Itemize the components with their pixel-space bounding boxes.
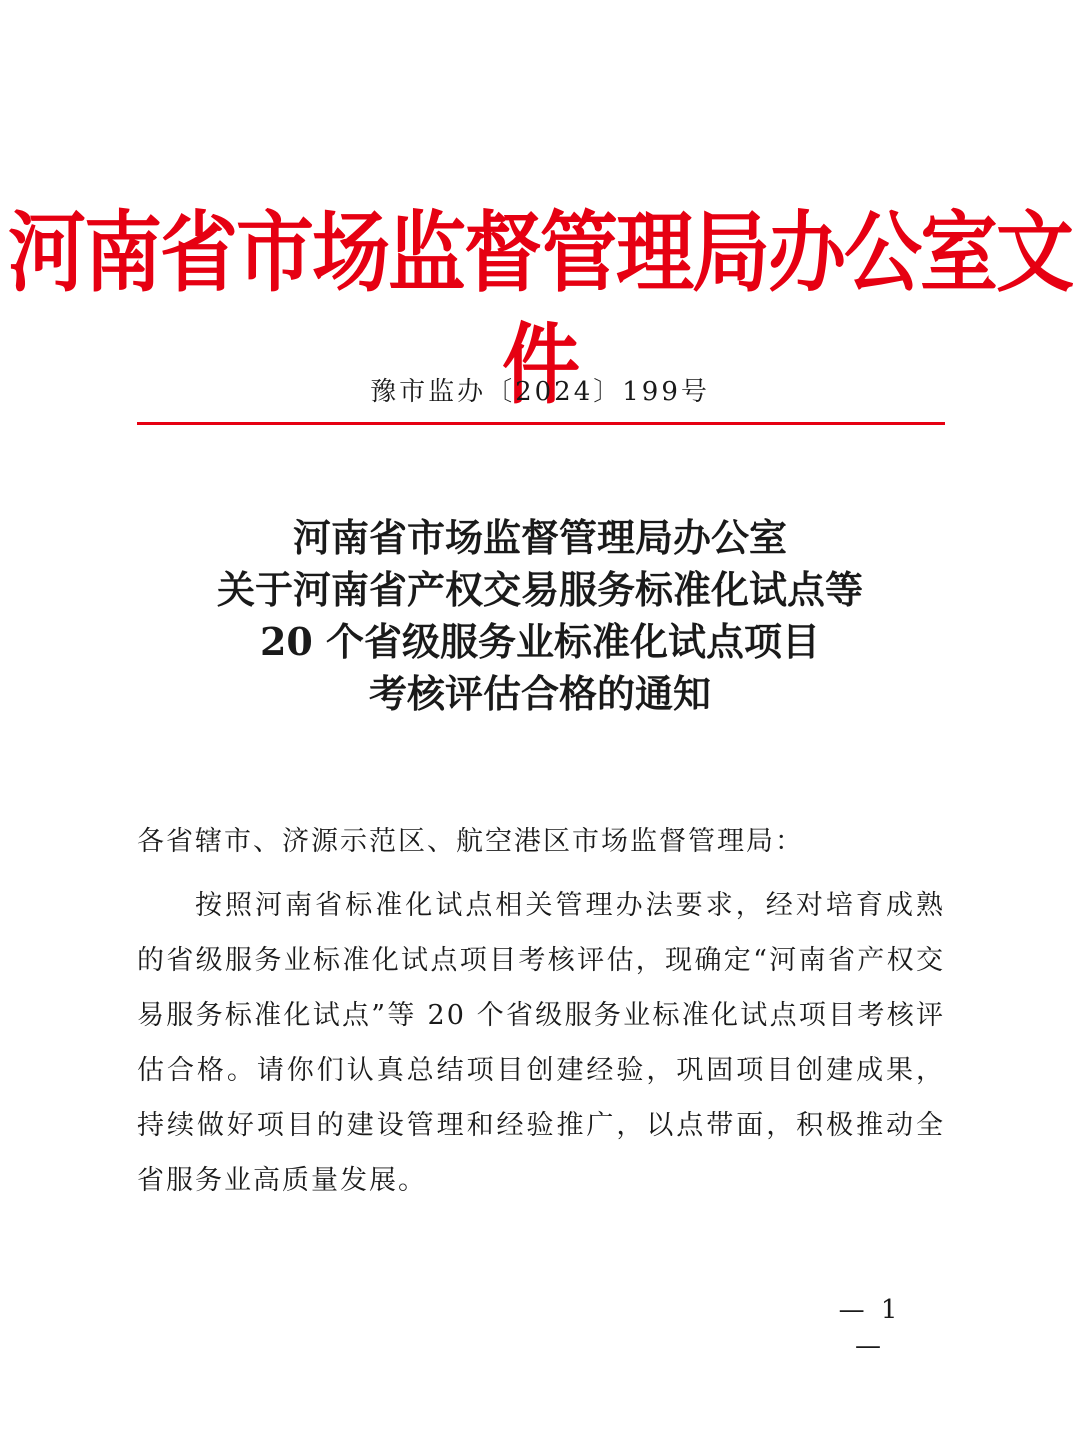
red-divider-line — [137, 422, 945, 425]
page-number: — 1 — — [838, 1295, 902, 1361]
title-line-4: 考核评估合格的通知 — [368, 671, 711, 716]
document-title — [0, 512, 1080, 720]
title-line-3: 20 个省级服务业标准化试点项目 — [259, 619, 821, 664]
document-number: 豫市监办〔2024〕199号 — [370, 377, 710, 407]
salutation: 各省辖市、济源示范区、航空港区市场监督管理局： — [137, 826, 804, 857]
document-masthead: 河南省市场监督管理局办公室文件 — [7, 202, 1072, 417]
title-line-2: 关于河南省产权交易服务标准化试点等 — [216, 567, 863, 612]
body-paragraph: 按照河南省标准化试点相关管理办法要求，经对培育成熟的省级服务业标准化试点项目考核评估，现确定“河南省产权交易服务标准化试点”等 20 个省级服务业标准化试点项目考核评估合格。请你们认真总结项目创建经验，巩固项目创建成果，持续做好项目的建设管理和经验推广，以点带面，积极推动全省服务业高质量发展。 — [137, 890, 945, 1196]
title-line-1: 河南省市场监督管理局办公室 — [292, 515, 787, 560]
